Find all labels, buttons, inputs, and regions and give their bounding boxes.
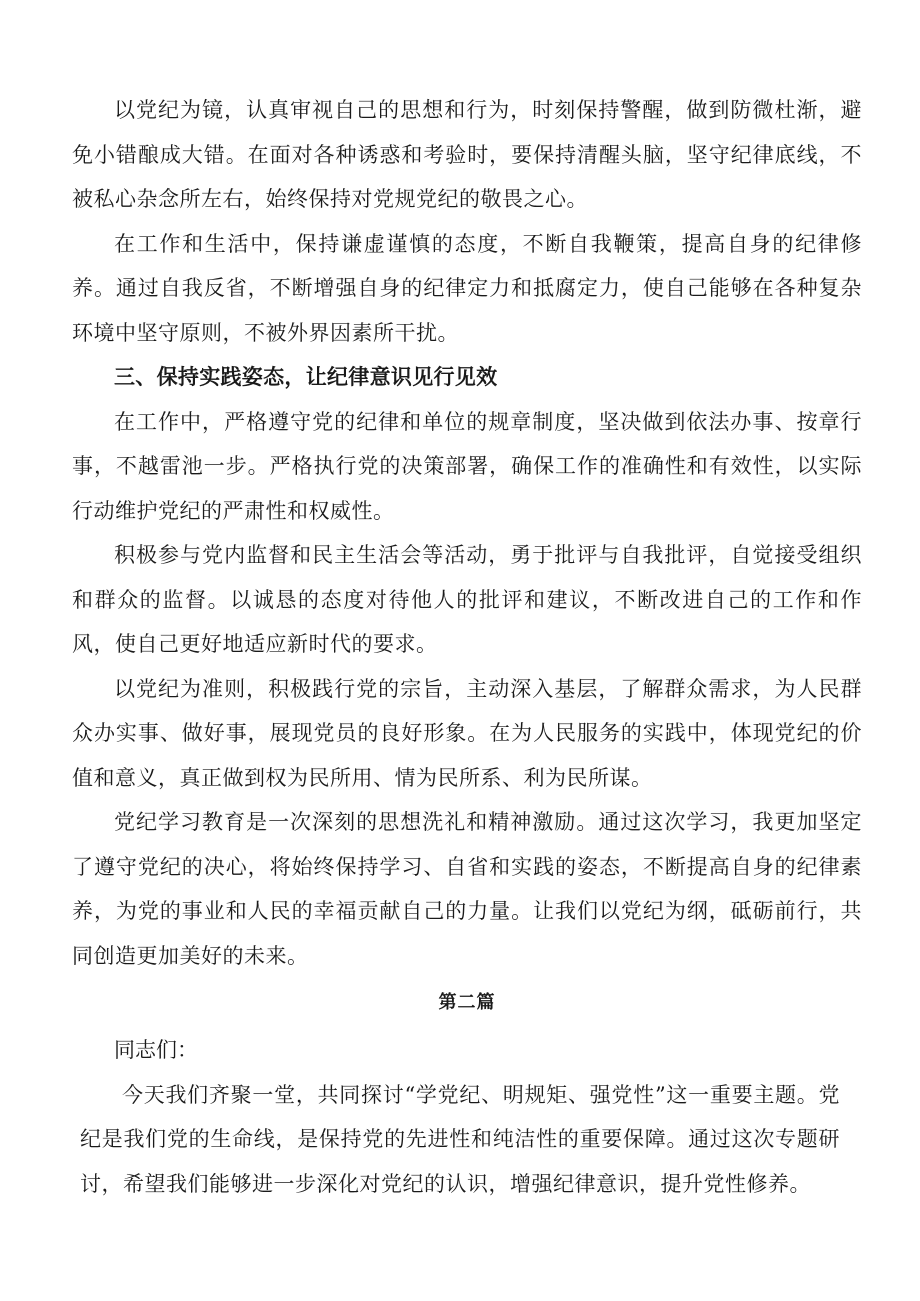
paragraph: 积极参与党内监督和民主生活会等活动，勇于批评与自我批评，自觉接受组织和群众的监督。以诚恳的态度对待他人的批评和建议，不断改进自己的工作和作风，使自己更好地适应新时代的要求。 (72, 543, 862, 656)
document-page (72, 88, 862, 1206)
paragraph: 党纪学习教育是一次深刻的思想洗礼和精神激励。通过这次学习，我更加坚定了遵守党纪的决心，将始终保持学习、自省和实践的姿态，不断提高自身的纪律素养，为党的事业和人民的幸福贡献自己的力量。让我们以党纪为纲，砥砺前行，共同创造更加美好的未来。 (72, 810, 862, 968)
paragraph: 以党纪为镜，认真审视自己的思想和行为，时刻保持警醒，做到防微杜渐，避免小错酿成大错。在面对各种诱惑和考验时，要保持清醒头脑，坚守纪律底线，不被私心杂念所左右，始终保持对党规党纪的敬畏之心。 (72, 98, 862, 211)
section-title: 第二篇 (438, 992, 496, 1013)
paragraph: 以党纪为准则，积极践行党的宗旨，主动深入基层，了解群众需求，为人民群众办实事、做好事，展现党员的良好形象。在为人民服务的实践中，体现党纪的价值和意义，真正做到权为民所用、情为民所系、利为民所谋。 (72, 676, 862, 790)
section-heading: 三、保持实践姿态，让纪律意识见行见效 (114, 365, 498, 389)
paragraph: 在工作中，严格遵守党的纪律和单位的规章制度，坚决做到依法办事、按章行事，不越雷池一步。严格执行党的决策部署，确保工作的准确性和有效性，以实际行动维护党纪的严肃性和权威性。 (72, 409, 862, 523)
salutation: 同志们： (114, 1038, 198, 1062)
paragraph: 今天我们齐聚一堂，共同探讨“学党纪、明规矩、强党性”这一重要主题。党纪是我们党的生命线，是保持党的先进性和纯洁性的重要保障。通过这次专题研讨，希望我们能够进一步深化对党纪的认识，增强纪律意识，提升党性修养。 (80, 1082, 840, 1196)
paragraph: 在工作和生活中，保持谦虚谨慎的态度，不断自我鞭策，提高自身的纪律修养。通过自我反省，不断增强自身的纪律定力和抵腐定力，使自己能够在各种复杂环境中坚守原则，不被外界因素所干扰。 (72, 231, 862, 345)
